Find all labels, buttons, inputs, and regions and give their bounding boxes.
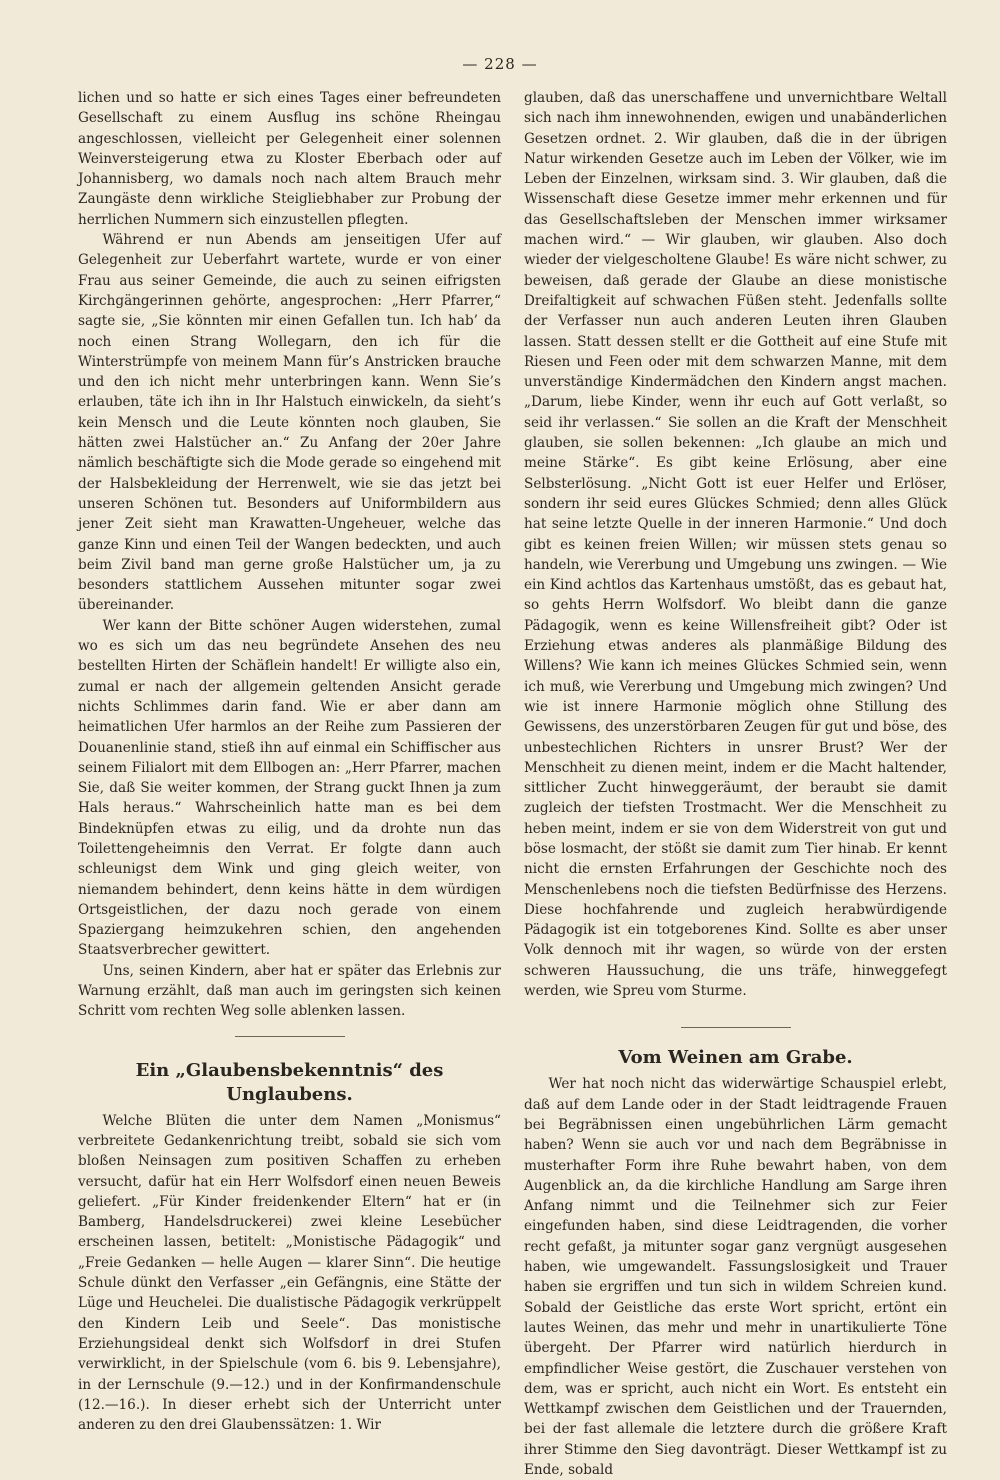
- page-number: — 228 —: [462, 55, 538, 73]
- paragraph: glauben, daß das unerschaffene und unvernichtbare Weltall sich nach ihm innewohnenden, ewigen und unabänderlichen Gesetzen ordnet. 2. Wir glauben, daß die in der übrigen Natur wirkenden Gesetze auch im Leben der Völker, wie im Leben der Einzelnen, wirksam sind. 3. Wir glauben, daß die Wissenschaft diese Gesetze immer mehr erkennen und für das Gesellschaftsleben der Menschen immer wirksamer machen wird.“ — Wir glauben, wir glauben. Also doch wieder der vielgescholtene Glaube! Es wäre nicht schwer, zu beweisen, daß gerade der Glaube an diese monistische Dreifaltigkeit auf schwachen Füßen steht. Jedenfalls sollte der Verfasser nun auch anderen Leuten ihren Glauben lassen. Statt dessen stellt er die Gottheit auf eine Stufe mit Riesen und Feen oder mit dem schwarzen Manne, mit dem unverständige Kindermädchen den Kindern angst machen. „Darum, liebe Kinder, wenn ihr euch auf Gott verlaßt, so seid ihr verlassen.“ Sie sollen an die Kraft der Menschheit glauben, sie sollen bekennen: „Ich glaube an mich und meine Stärke“. Es gibt keine Erlösung, aber eine Selbsterlösung. „Nicht Gott ist euer Helfer und Erlöser, sondern ihr seid eures Glückes Schmied; denn alles Glück hat seine letzte Quelle in der inneren Harmonie.“ Und doch gibt es keinen freien Willen; wir müssen stets genau so handeln, wie Vererbung und Umgebung uns zwingen. — Wie ein Kind achtlos das Kartenhaus umstößt, das es gebaut hat, so gehts Herrn Wolfsdorf. Wo bleibt dann die ganze Pädagogik, wenn es keine Willensfreiheit gibt? Oder ist Erziehung etwas anderes als planmäßige Bildung des Willens? Wie kann ich meines Glückes Schmied sein, wenn ich muß, wie Vererbung und Umgebung mich zwingen? Und wie ist innere Harmonie möglich ohne Stillung des Gewissens, des unzerstörbaren Zeugen für gut und böse, des unbestechlichen Richters in unsrer Brust? Wer der Menschheit zu dienen meint, indem er die Macht haltender, sittlicher Zucht hinweggeräumt, der beraubt sie damit zugleich der tiefsten Trostmacht. Wer die Menschheit zu heben meint, indem er sie von dem Widerstreit von gut und böse losmacht, der stößt sie damit zum Tier hinab. Er kennt nicht die ernsten Erfahrungen der Geschichte noch des Menschenlebens noch die tiefsten Bedürfnisse des Herzens. Diese hochfahrende und zugleich herabwürdigende Pädagogik ist ein totgeborenes Kind. Sollte es aber unser Volk dennoch mit ihr wagen, so würde von der ersten schweren Haussuchung, die uns träfe, hinweggefegt werden, wie Spreu vom Sturme.: [524, 90, 947, 1000]
- right-column: [524, 88, 947, 1480]
- paragraph: Wer kann der Bitte schöner Augen widerstehen, zumal wo es sich um das neu begründete Ansehen des neu bestellten Hirten der Schäflein handelt! Er willigte also ein, zumal er nach der allgemein geltenden Ansicht gerade nichts Schlimmes darin fand. Wie er aber dann am heimatlichen Ufer harmlos an der Reihe zum Passieren der Douanenlinie stand, stieß ihn auf einmal ein Schiffischer aus seinem Filialort mit dem Ellbogen an: „Herr Pfarrer, machen Sie, daß Sie weiter kommen, der Strang guckt Ihnen ja zum Hals heraus.“ Wahrscheinlich hatte man es bei dem Bindeknüpfen etwas zu eilig, und da drohte nun das Toilettengeheimnis den Verrat. Er folgte dann auch schleunigst dem Wink und ging gleich weiter, von niemandem behindert, denn keins hätte in dem würdigen Ortsgeistlichen, der dazu noch gerade von einem Spaziergang heimzukehren schien, den angehenden Staatsverbrecher gewittert.: [78, 617, 501, 959]
- paragraph: Uns, seinen Kindern, aber hat er später das Erlebnis zur Warnung erzählt, daß man auch im geringsten sich keinen Schritt vom rechten Weg solle ablenken lassen.: [78, 962, 501, 1020]
- paragraph: lichen und so hatte er sich eines Tages einer befreundeten Gesellschaft zu einem Ausflug ins schöne Rheingau angeschlossen, vielleicht per Gelegenheit einer solennen Weinversteigerung etwa zu Kloster Eberbach oder auf Johannisberg, wo damals noch nach altem Brauch mehr Zaungäste denn wirkliche Steigliebhaber zur Probung der herrlichen Nummern sich einzustellen pflegten.: [78, 90, 501, 228]
- article-title: Ein „Glaubensbekenntnis“ des Unglaubens.: [135, 1059, 444, 1105]
- paragraph: Welche Blüten die unter dem Namen „Monismus“ verbreitete Gedankenrichtung treibt, sobald sie sich vom bloßen Neinsagen zum positiven Schaffen zu erheben versucht, dafür hat ein Herr Wolfsdorf einen neuen Beweis geliefert. „Für Kinder freidenkender Eltern“ hat er (in Bamberg, Handelsdruckerei) zwei kleine Lesebücher erscheinen lassen, betitelt: „Monistische Pädagogik“ und „Freie Gedanken — helle Augen — klarer Sinn“. Die heutige Schule dünkt den Verfasser „ein Gefängnis, eine Stätte der Lüge und Heuchelei. Die dualistische Pädagogik verkrüppelt den Kindern Leib und Seele“. Das monistische Erziehungsideal denkt sich Wolfsdorf in drei Stufen verwirklicht, in der Spielschule (vom 6. bis 9. Lebensjahre), in der Lernschule (9.—12.) und in der Konfirmandenschule (12.—16.). In dieser erhebt sich der Unterricht unter anderen zu den drei Glaubenssätzen: 1. Wir: [78, 1112, 501, 1434]
- paragraph: Während er nun Abends am jenseitigen Ufer auf Gelegenheit zur Ueberfahrt wartete, wurde er von einer Frau aus seiner Gemeinde, die auch zu seinen eifrigsten Kirchgängerinnen gehörte, angesprochen: „Herr Pfarrer,“ sagte sie, „Sie könnten mir einen Gefallen tun. Ich hab’ da noch einen Strang Wollegarn, den ich für die Winterstrümpfe von meinem Mann für’s Anstricken brauche und den ich nicht mehr unterbringen kann. Wenn Sie’s erlauben, täte ich ihn in Ihr Halstuch einwickeln, da sieht’s kein Mensch und die Leute könnten noch glauben, Sie hätten zwei Halstücher an.“ Zu Anfang der 20er Jahre nämlich beschäftigte sich die Mode gerade so eingehend mit der Halsbekleidung der Herrenwelt, wie sie das jetzt bei unseren Schönen tut. Besonders auf Uniformbildern aus jener Zeit sieht man Krawatten-Ungeheuer, welche das ganze Kinn und einen Teil der Wangen bedeckten, und auch beim Zivil band man gerne große Halstücher um, ja zu besonders stattlichem Aussehen mitunter sogar zwei übereinander.: [78, 232, 501, 614]
- paragraph: Wer hat noch nicht das widerwärtige Schauspiel erlebt, daß auf dem Lande oder in der Stadt leidtragende Frauen bei Begräbnissen einen ungebührlichen Lärm gemacht haben? Wenn sie auch vor und nach dem Begräbnisse in musterhafter Form ihre Ruhe bewahrt haben, von dem Augenblick an, da die kirchliche Handlung am Sarge ihren Anfang nimmt und die Teilnehmer sich zur Feier eingefunden haben, sind diese Leidtragenden, die vorher recht gefaßt, ja mitunter sogar ganz vergnügt ausgesehen haben, wie umgewandelt. Fassungslosigkeit und Trauer haben sie ergriffen und tun sich in wildem Schreien kund. Sobald der Geistliche das erste Wort spricht, ertönt ein lautes Weinen, das mehr und mehr in unartikulierte Töne übergeht. Der Pfarrer wird natürlich hierdurch in empfindlicher Weise gestört, die Zuschauer verstehen von dem, was er spricht, auch nicht ein Wort. Es entsteht ein Wettkampf zwischen dem Geistlichen und der Trauernden, bei der fast allemale die letztere durch die größere Kraft ihrer Stimme den Sieg davonträgt. Dieser Wettkampf ist zu Ende, sobald: [524, 1076, 947, 1478]
- section-divider: [235, 1036, 345, 1037]
- article-title: Vom Weinen am Grabe.: [618, 1047, 853, 1069]
- left-column: [78, 88, 501, 1435]
- section-divider: [681, 1027, 791, 1028]
